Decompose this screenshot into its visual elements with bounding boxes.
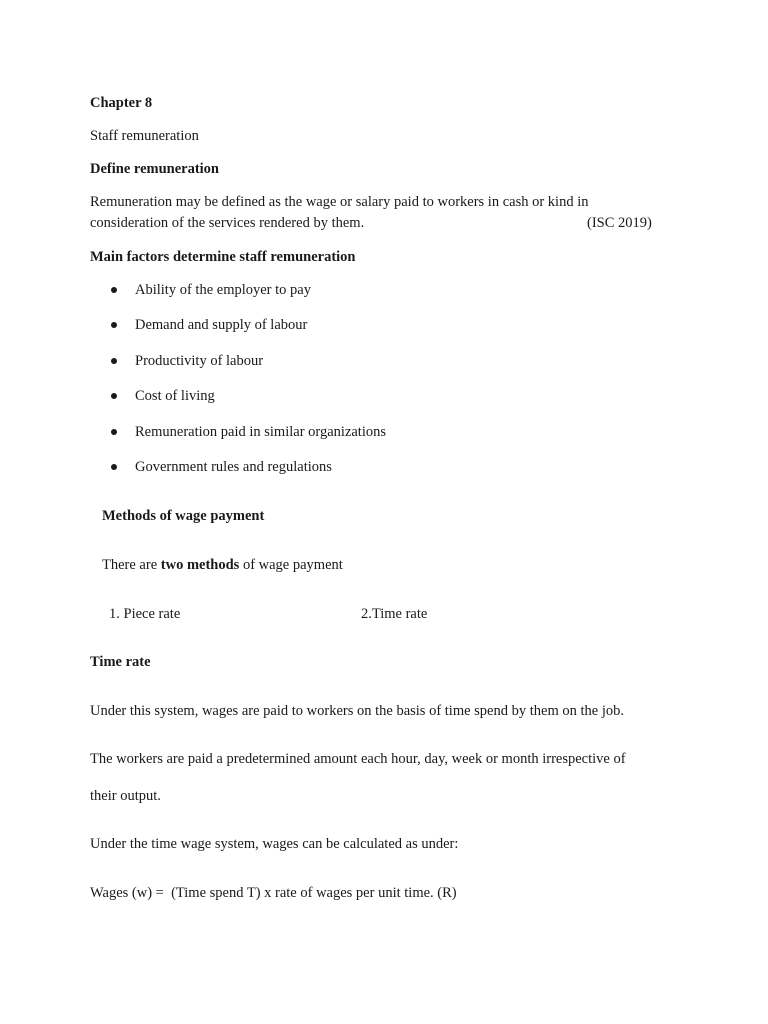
bullet-icon — [111, 393, 117, 399]
list-item: Government rules and regulations — [135, 459, 332, 475]
bullet-icon — [111, 322, 117, 328]
list-item: Demand and supply of labour — [135, 317, 308, 333]
method-time-rate: 2.Time rate — [361, 606, 428, 622]
define-heading: Define remuneration — [90, 161, 219, 177]
methods-heading: Methods of wage payment — [102, 508, 265, 524]
time-rate-paragraph-2-line-1: The workers are paid a predetermined amount each hour, day, week or month irrespective of — [90, 751, 626, 767]
time-rate-paragraph-2-line-2: their output. — [90, 788, 161, 804]
methods-intro — [102, 558, 343, 573]
chapter-subtitle: Staff remuneration — [90, 128, 199, 144]
definition-citation: (ISC 2019) — [587, 215, 652, 231]
bullet-icon — [111, 358, 117, 364]
definition-line-1: Remuneration may be defined as the wage or salary paid to workers in cash or kind in — [90, 194, 589, 210]
bullet-icon — [111, 464, 117, 470]
method-piece-rate: 1. Piece rate — [109, 606, 181, 622]
definition-line-2: consideration of the services rendered by them. — [90, 215, 365, 231]
list-item: Ability of the employer to pay — [135, 282, 311, 298]
methods-intro-bold: two methods — [160, 557, 240, 573]
chapter-heading: Chapter 8 — [90, 95, 153, 111]
factors-heading: Main factors determine staff remuneration — [90, 249, 356, 265]
methods-intro-after: of wage payment — [242, 557, 343, 573]
bullet-icon — [111, 429, 117, 435]
time-rate-heading: Time rate — [90, 654, 151, 670]
list-item: Remuneration paid in similar organizations — [135, 424, 387, 440]
list-item: Productivity of labour — [135, 353, 264, 369]
bullet-icon — [111, 287, 117, 293]
methods-intro-before: There are — [102, 557, 158, 573]
time-rate-paragraph-3: Under the time wage system, wages can be calculated as under: — [90, 836, 459, 852]
wage-formula: Wages (w) = (Time spend T) x rate of wages per unit time. (R) — [90, 885, 457, 901]
time-rate-paragraph-1: Under this system, wages are paid to workers on the basis of time spend by them on the job. — [90, 703, 624, 719]
list-item: Cost of living — [135, 388, 215, 404]
